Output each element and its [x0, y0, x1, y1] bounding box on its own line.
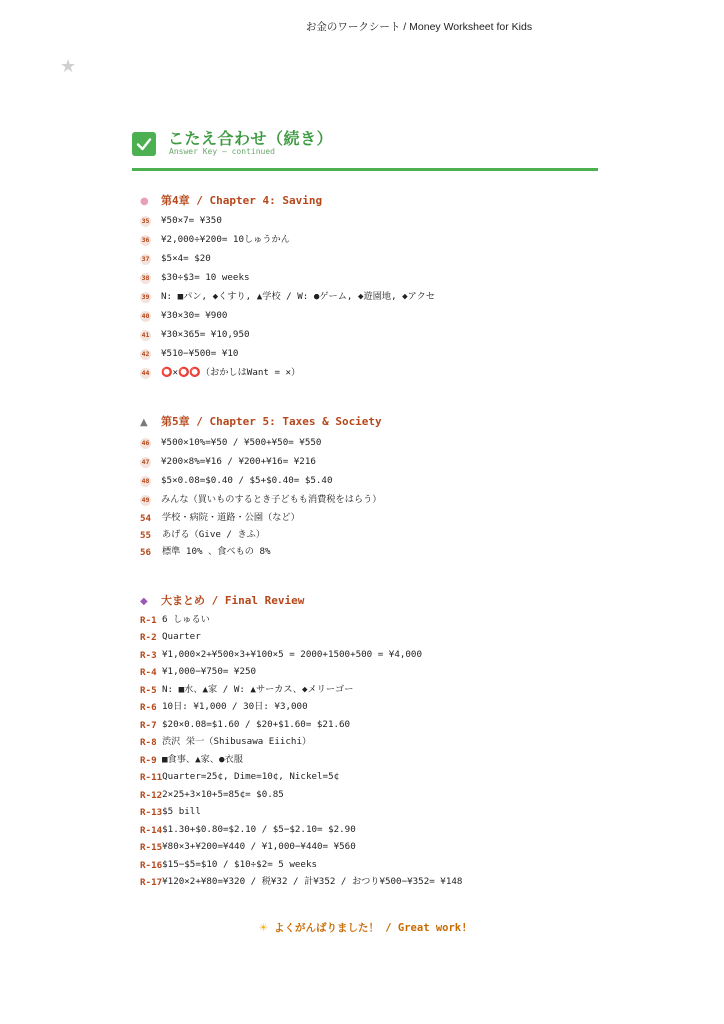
list-item: R-2 Quarter	[140, 631, 201, 643]
list-item: 39 N: ■パン, ◆くすり, ▲学校 / W: ●ゲーム, ◆遊園地, ◆アクセ	[141, 291, 435, 302]
list-item: R-122×25+3×10+5=85¢= $0.85	[140, 789, 284, 801]
list-item: R-5 N: ■水、▲家 / W: ▲サーカス、◆メリーゴー	[140, 684, 354, 696]
list-item: 49 みんな（買いものするとき子どもも消費税をはらう）	[141, 494, 382, 505]
list-item: R-6 10日: ¥1,000 / 30日: ¥3,000	[140, 701, 308, 713]
list-item: R-8 渋沢 栄一（Shibusawa Eiichi）	[140, 736, 312, 748]
bank-icon: ▲	[140, 417, 148, 428]
list-item: 40 ¥30×30= ¥900	[141, 310, 228, 321]
list-item: 37 $5×4= $20	[141, 253, 211, 264]
list-item: R-3 ¥1,000×2+¥500×3+¥100×5 = 2000+1500+500 = ¥4,000	[140, 649, 422, 661]
list-item: 56 標準 10% 、食べもの 8%	[140, 546, 271, 558]
list-item: R-7 $20×0.08=$1.60 / $20+$1.60= $21.60	[140, 719, 351, 731]
party-popper-icon: ◆	[140, 596, 148, 607]
list-item: R-14$1.30+$0.80=$2.10 / $5−$2.10= $2.90	[140, 824, 356, 836]
list-item: 46 ¥500×10%=¥50 / ¥500+¥50= ¥550	[141, 437, 322, 448]
check-icon	[132, 132, 156, 156]
footer-message: ☀ よくがんばりました！ / Great work!	[258, 922, 468, 934]
list-item: 48 $5×0.08=$0.40 / $5+$0.40= $5.40	[141, 475, 333, 486]
list-item: 47 ¥200×8%=¥16 / ¥200+¥16= ¥216	[141, 456, 316, 467]
star-icon: ★	[60, 56, 77, 77]
title-block	[132, 126, 598, 171]
page-title: こたえ合わせ（続き）	[168, 129, 334, 148]
section-title-chapter4: ● 第4章 / Chapter 4: Saving	[140, 194, 323, 207]
list-item: 42 ¥510−¥500= ¥10	[141, 348, 239, 359]
list-item: 44 ⭕✕⭕⭕（おかしはWant = ✕）	[141, 367, 301, 378]
piggy-bank-icon: ●	[140, 196, 149, 207]
list-item: 54 学校・病院・道路・公園（など）	[140, 512, 300, 524]
list-item: 41 ¥30×365= ¥10,950	[141, 329, 250, 340]
section-title-final-review: ◆ 大まとめ / Final Review	[140, 594, 305, 607]
list-item: 55 あげる（Give / きふ）	[140, 529, 266, 541]
sun-icon: ☀	[258, 922, 268, 934]
list-item: R-15¥80×3+¥200=¥440 / ¥1,000−¥440= ¥560	[140, 841, 356, 853]
list-item: 35 ¥50×7= ¥350	[141, 215, 222, 226]
list-item: R-4 ¥1,000−¥750= ¥250	[140, 666, 257, 678]
section-title-chapter5: ▲ 第5章 / Chapter 5: Taxes & Society	[140, 415, 382, 428]
page-header: お金のワークシート / Money Worksheet for Kids	[305, 21, 533, 33]
page-subtitle: Answer Key — continued	[169, 147, 275, 156]
list-item: R-11Quarter=25¢, Dime=10¢, Nickel=5¢	[140, 771, 340, 783]
list-item: R-16$15−$5=$10 / $10÷$2= 5 weeks	[140, 859, 318, 871]
list-item: R-1 6 しゅるい	[140, 614, 210, 626]
list-item: R-9 ■食事、▲家、●衣服	[140, 754, 243, 766]
list-item: R-17¥120×2+¥80=¥320 / 税¥32 / 計¥352 / おつり¥500−¥352= ¥148	[140, 876, 463, 888]
list-item: R-13$5 bill	[140, 806, 201, 818]
list-item: 36 ¥2,000÷¥200= 10しゅうかん	[141, 234, 290, 245]
list-item: 38 $30÷$3= 10 weeks	[141, 272, 250, 283]
